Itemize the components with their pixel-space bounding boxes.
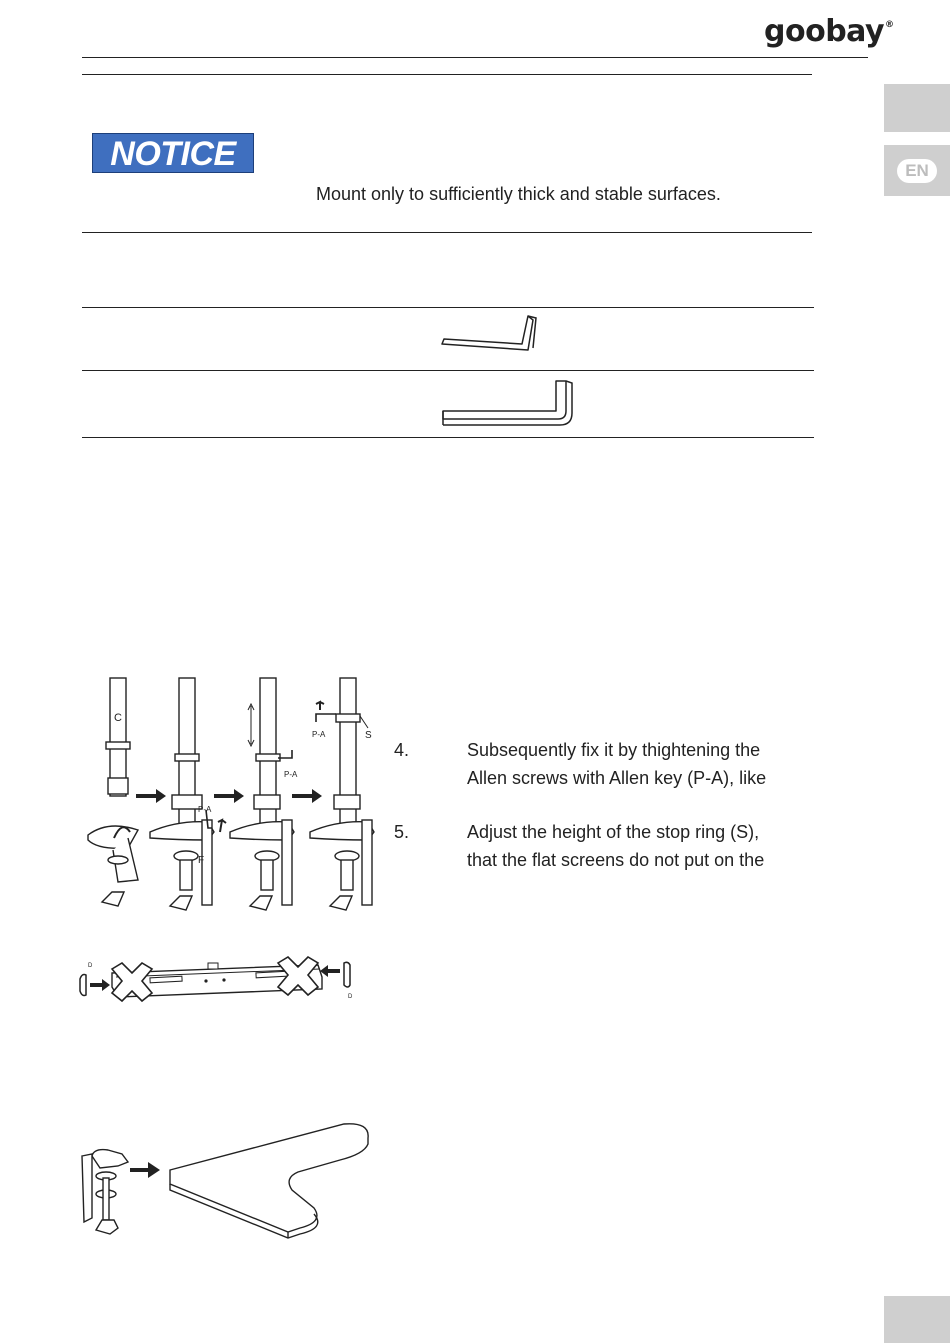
- clamp-part: [82, 1150, 128, 1234]
- step-5-line-2: that the flat screens do not put on the: [467, 850, 765, 870]
- arrow-icon: [130, 1162, 160, 1178]
- registered-mark: ®: [885, 20, 894, 30]
- desk-surface: [170, 1124, 368, 1232]
- allen-key-large-icon: [438, 375, 573, 433]
- table-rule-1: [82, 232, 812, 233]
- notice-text: Mount only to sufficiently thick and stable surfaces.: [316, 184, 721, 204]
- table-rule-3: [82, 370, 814, 371]
- header-rule: [82, 57, 868, 58]
- notice-badge: NOTICE: [92, 133, 254, 173]
- step-4-line-2: Allen screws with Allen key (P-A), like: [467, 768, 767, 788]
- step-4-number: 4.: [394, 740, 410, 760]
- allen-key-icon: [316, 714, 336, 722]
- step-5-line-1: Adjust the height of the stop ring (S),: [467, 822, 760, 842]
- allen-key-small-icon: [436, 312, 556, 357]
- arrow-icon: [214, 789, 244, 803]
- pole-4: [310, 678, 374, 910]
- step-5-number: 5.: [394, 822, 410, 842]
- side-tab-bottom: [884, 1296, 950, 1343]
- language-badge: EN: [897, 159, 937, 183]
- arrow-icon: [292, 789, 322, 803]
- table-rule-2: [82, 307, 814, 308]
- label-c: C: [114, 712, 122, 724]
- crossbar-figure: [78, 955, 363, 1005]
- table-rule-4: [82, 437, 814, 438]
- label-pa-1: P-A: [198, 805, 212, 814]
- arrow-icon: [320, 965, 340, 977]
- goobay-logo: [764, 14, 893, 49]
- logo-text: goobay: [764, 14, 885, 49]
- label-pa-2: P-A: [284, 770, 298, 779]
- up-arrow-icon: [316, 702, 324, 710]
- label-d-right: D: [348, 994, 353, 1000]
- arrow-icon: [90, 979, 110, 991]
- pole-1: [88, 678, 138, 906]
- step-4-line-1: Subsequently fix it by thightening the: [467, 740, 761, 760]
- label-pa-3: P-A: [312, 730, 326, 739]
- header-rule-2: [82, 74, 812, 75]
- pole-assembly-figure: [78, 670, 398, 920]
- label-s: S: [365, 730, 372, 741]
- label-d-left: D: [88, 963, 93, 969]
- side-tab-top: [884, 84, 950, 132]
- turn-arrow-icon: [218, 820, 226, 832]
- desk-clamp-figure: [78, 1118, 374, 1244]
- label-f: F: [198, 855, 205, 866]
- arrow-icon: [136, 789, 166, 803]
